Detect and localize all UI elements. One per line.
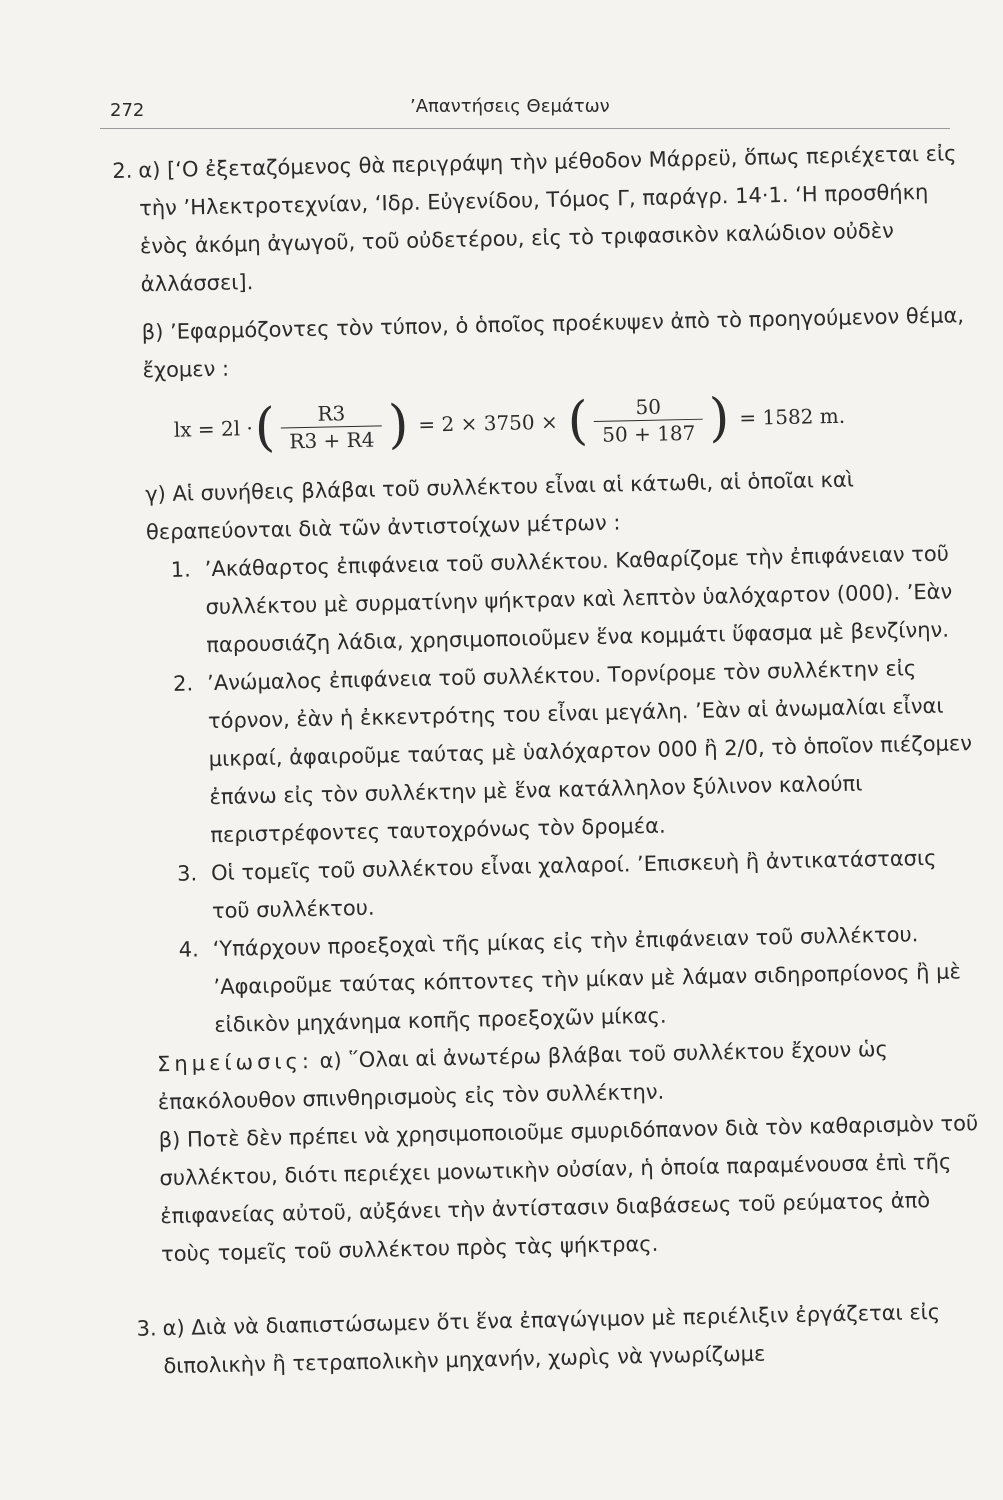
fault-list	[170, 534, 980, 1045]
fraction-denominator: 50 + 187	[594, 418, 704, 447]
formula-middle: = 2 × 3750 ×	[418, 409, 558, 437]
fraction-numerator: 50	[635, 394, 662, 419]
item-number: 3.	[136, 1316, 157, 1341]
formula-lhs: lx = 2l ·	[173, 416, 254, 442]
answer-2b-intro: β) ’Εφαρμόζοντες τὸν τύπον, ὁ ὁποῖος προέκυψεν ἀπὸ τὸ προηγούμενον θέμα, ἔχομεν :	[141, 303, 965, 383]
fraction-numerator: R3	[317, 400, 346, 426]
formula: lx = 2l · ( $\frac{R3}{R3 + R4}$ ) = 2 × 3750 × ( $\frac{50}{50 + 187}$ ) = 1582 m.	[173, 388, 846, 459]
answer-2c-intro: γ) Αἱ συνήθεις βλάβαι τοῦ συλλέκτου εἶναι αἱ κάτωθι, αἱ ὁποῖαι καὶ θεραπεύονται διὰ τῶν ἀντιστοίχων μέτρων :	[144, 467, 855, 545]
fault-item	[173, 648, 977, 855]
page-content	[112, 134, 988, 1386]
item-number: 2.	[112, 158, 133, 183]
fault-number: 1.	[170, 557, 192, 582]
fault-text: ’Ακάθαρτος ἐπιφάνεια τοῦ συλλέκτου. Καθαρίζομε τὴν ἐπιφάνειαν τοῦ συλλέκτου μὲ συρματίνην ψήκτραν καὶ λεπτὸν ὑαλόχαρτον (000). ’Εὰν παρουσιάζη λάδια, χρησιμοποιοῦμεν ἕνα κομμάτι ὕφασμα μὲ βενζίνην.	[204, 541, 953, 658]
fraction-denominator: R3 + R4	[281, 425, 383, 454]
fault-number: 4.	[178, 937, 200, 962]
page-number: 272	[110, 100, 145, 121]
fault-text: ‘Υπάρχουν προεξοχαὶ τῆς μίκας εἰς τὴν ἐπιφάνειαν τοῦ συλλέκτου. ’Αφαιροῦμε ταύτας κόπτοντες τὴν μίκαν μὲ λάμαν σιδηροπρίονος ἢ μὲ εἰδικὸν μηχάνημα κοπῆς προεξοχῶν μίκας.	[212, 922, 962, 1038]
answer-3a: α) Διὰ νὰ διαπιστώσωμεν ὅτι ἕνα ἐπαγώγιμον μὲ περιέλιξιν ἐργάζεται εἰς διπολικὴν ἢ τετραπολικὴν μηχανήν, χωρὶς νὰ γνωρίζωμε	[162, 1299, 941, 1379]
note-b: β) Ποτὲ δὲν πρέπει νὰ χρησιμοποιοῦμε σμυριδόπανον διὰ τὸν καθαρισμὸν τοῦ συλλέκτου, διότι περιέχει μονωτικὴν οὐσίαν, ἡ ὁποία παραμένουσα ἐπὶ τῆς ἐπιφανείας αὐτοῦ, αὐξάνει τὴν ἀντίστασιν διαβάσεως τοῦ ρεύματος ἀπὸ τοὺς τομεῖς τοῦ συλλέκτου πρὸς τὰς ψήκτρας.	[158, 1111, 979, 1267]
answer-item-2	[112, 134, 985, 1274]
fraction-r3	[281, 399, 383, 454]
running-title: ’Απαντήσεις Θεμάτων	[410, 96, 610, 117]
notes-label: Σημείωσις:	[156, 1048, 314, 1077]
formula-result: = 1582 m.	[739, 403, 846, 430]
answer-2a: α) [‘Ο ἐξεταζόμενος θὰ περιγράψη τὴν μέθοδον Μάρρεϋ, ὅπως περιέχεται εἰς τὴν ’Ηλεκτροτεχνίαν, ‘Ιδρ. Εὐγενίδου, Τόμος Γ, παράγρ. 14·1. ‘Η προσθήκη ἑνὸς ἀκόμη ἀγωγοῦ, τοῦ οὐδετέρου, εἰς τὸ τριφασικὸν καλώδιον οὐδὲν ἀλλάσσει].	[138, 141, 957, 297]
page-header	[100, 94, 950, 129]
fault-number: 3.	[176, 861, 198, 886]
fault-item	[178, 914, 980, 1045]
fault-text: Οἱ τομεῖς τοῦ συλλέκτου εἶναι χαλαροί. ’Επισκευὴ ἢ ἀντικατάστασις τοῦ συλλέκτου.	[210, 845, 937, 924]
fraction-values	[593, 392, 703, 447]
fault-item	[170, 534, 972, 665]
fault-number: 2.	[172, 671, 194, 696]
fault-text: ’Ανώμαλος ἐπιφάνεια τοῦ συλλέκτου. Τορνίρομε τὸν συλλέκτην εἰς τόρνον, ἐὰν ἡ ἐκκεντρότης του εἶναι μεγάλη. ’Εὰν αἱ ἀνωμαλίαι εἶναι μικραί, ἀφαιροῦμε ταύτας μὲ ὑαλόχαρτον 000 ἢ 2/0, τὸ ὁποῖον πιέζομεν ἐπάνω εἰς τὸν συλλέκτην μὲ ἕνα κατάλληλον ξύλινον καλούπι περιστρέφοντες ταυτοχρόνως τὸν δρομέα.	[206, 656, 973, 848]
note-a-text: α) ῞Ολαι αἱ ἀνωτέρω βλάβαι τοῦ συλλέκτου ἔχουν ὡς ἐπακόλουθον σπινθηρισμοὺς εἰς τὸν συλλέκτην.	[157, 1036, 889, 1115]
